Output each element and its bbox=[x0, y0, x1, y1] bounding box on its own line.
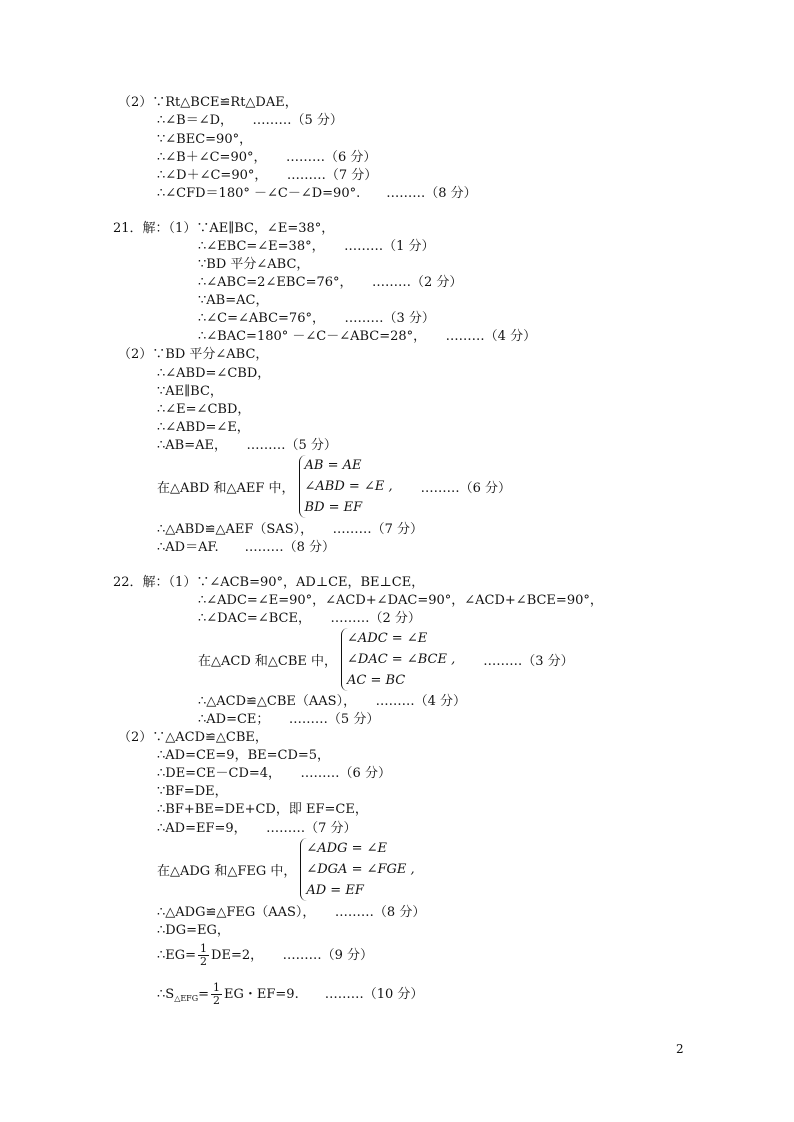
q21-line-5: ∵AB=AC， bbox=[198, 293, 269, 308]
q21-line-4: ∴∠ABC=2∠EBC=76°， ………（2 分） bbox=[198, 275, 463, 290]
q22-congruence-system-1 bbox=[198, 628, 574, 691]
brace-equations bbox=[299, 455, 393, 518]
q20-part2-line-3: ∵∠BEC=90°， bbox=[157, 132, 253, 147]
q22-line-12: ∴△ADG≌△FEG（AAS）， ………（8 分） bbox=[157, 905, 426, 920]
q21-line-11: ∴∠E=∠CBD， bbox=[157, 402, 251, 417]
q20-part2-line-6: ∴∠CFD＝180° －∠C－∠D=90°. ………（8 分） bbox=[157, 186, 477, 201]
equation-row: AC = BC bbox=[347, 673, 406, 688]
q22-line-6: （2）∵△ACD≌△CBE， bbox=[118, 730, 268, 745]
q22-line-5: ∴AD=CE； ………（5 分） bbox=[198, 712, 380, 727]
q21-line-13: ∴AB=AE， ………（5 分） bbox=[157, 438, 337, 453]
q22-area-line bbox=[157, 980, 423, 1010]
q20-part2-line-4: ∴∠B＋∠C=90°， ………（6 分） bbox=[157, 150, 377, 165]
q20-part2-line-1: （2）∵Rt△BCE≌Rt△DAE， bbox=[118, 95, 298, 110]
eg-prefix: ∴EG= bbox=[157, 948, 197, 963]
area-prefix: ∴S bbox=[157, 987, 175, 1002]
area-equals: = bbox=[198, 987, 210, 1002]
equation-row: ∠DAC = ∠BCE , bbox=[347, 652, 456, 667]
fraction-denominator: 2 bbox=[213, 994, 221, 1007]
area-subscript: △EFG bbox=[174, 994, 199, 1003]
page-number: 2 bbox=[676, 1042, 684, 1056]
system-prefix: 在△ABD 和△AEF 中， bbox=[157, 481, 295, 496]
eg-rest: DE=2， ………（9 分） bbox=[211, 948, 374, 963]
brace-equations bbox=[300, 838, 414, 901]
q22-line-2: ∴∠ADC=∠E=90°，∠ACD+∠DAC=90°，∠ACD+∠BCE=90°， bbox=[198, 593, 603, 608]
fraction bbox=[198, 943, 209, 968]
q21-line-10: ∵AE∥BC， bbox=[157, 384, 223, 399]
q22-line-7: ∴AD=CE=9，BE=CD=5， bbox=[157, 748, 331, 763]
q22-line-3: ∴∠DAC=∠BCE， ………（2 分） bbox=[198, 611, 421, 626]
q21-line-9: ∴∠ABD=∠CBD， bbox=[157, 366, 271, 381]
brace-equations bbox=[341, 628, 455, 691]
q21-line-7: ∴∠BAC=180° －∠C－∠ABC=28°， ………（4 分） bbox=[198, 329, 537, 344]
q22-line-11: ∴AD=EF=9， ………（7 分） bbox=[157, 821, 357, 836]
equation-row: AD = EF bbox=[306, 883, 364, 898]
q22-eg-line bbox=[157, 941, 373, 971]
fraction-denominator: 2 bbox=[200, 955, 208, 968]
equation-row: ∠ADG = ∠E bbox=[306, 841, 387, 856]
q21-after-line-2: ∴AD＝AF. ………（8 分） bbox=[157, 540, 336, 555]
fraction-numerator: 1 bbox=[213, 981, 221, 994]
area-rest: EG・EF=9. ………（10 分） bbox=[224, 987, 424, 1002]
q21-line-6: ∴∠C=∠ABC=76°， ………（3 分） bbox=[198, 311, 435, 326]
equation-row: ∠ADC = ∠E bbox=[347, 631, 428, 646]
system-score: ………（6 分） bbox=[420, 481, 511, 496]
fraction-numerator: 1 bbox=[200, 942, 208, 955]
q22-congruence-system-2 bbox=[157, 838, 415, 901]
q21-line-2: ∴∠EBC=∠E=38°， ………（1 分） bbox=[198, 239, 435, 254]
system-score: ………（3 分） bbox=[483, 654, 574, 669]
fraction bbox=[211, 982, 222, 1007]
q20-part2-line-2: ∴∠B＝∠D， ………（5 分） bbox=[157, 113, 343, 128]
q20-part2-line-5: ∴∠D＋∠C=90°， ………（7 分） bbox=[157, 168, 378, 183]
q21-congruence-system bbox=[157, 455, 511, 518]
q21-line-3: ∵BD 平分∠ABC， bbox=[198, 257, 310, 272]
equation-row: ∠DGA = ∠FGE , bbox=[306, 862, 415, 877]
q22-line-9: ∵BF=DE， bbox=[157, 784, 228, 799]
q22-line-8: ∴DE=CE－CD=4， ………（6 分） bbox=[157, 766, 391, 781]
system-prefix: 在△ACD 和△CBE 中， bbox=[198, 654, 338, 669]
q22-line-4: ∴△ACD≌△CBE（AAS）， ………（4 分） bbox=[198, 694, 466, 709]
q22-line-13: ∴DG=EG， bbox=[157, 923, 230, 938]
q21-line-12: ∴∠ABD=∠E， bbox=[157, 420, 250, 435]
q21-after-line-1: ∴△ABD≌△AEF（SAS）， ………（7 分） bbox=[157, 522, 424, 537]
equation-row: ∠ABD = ∠E , bbox=[304, 479, 393, 494]
q21-line-1: 21．解：（1）∵AE∥BC，∠E=38°， bbox=[113, 221, 335, 236]
equation-row: AB = AE bbox=[304, 458, 362, 473]
q22-line-10: ∴BF+BE=DE+CD，即 EF=CE， bbox=[157, 802, 368, 817]
q21-line-8: （2）∵BD 平分∠ABC， bbox=[118, 347, 269, 362]
q22-line-1: 22．解：（1）∵∠ACB=90°，AD⊥CE，BE⊥CE， bbox=[113, 575, 425, 590]
system-prefix: 在△ADG 和△FEG 中， bbox=[157, 864, 297, 879]
equation-row: BD = EF bbox=[304, 500, 363, 515]
